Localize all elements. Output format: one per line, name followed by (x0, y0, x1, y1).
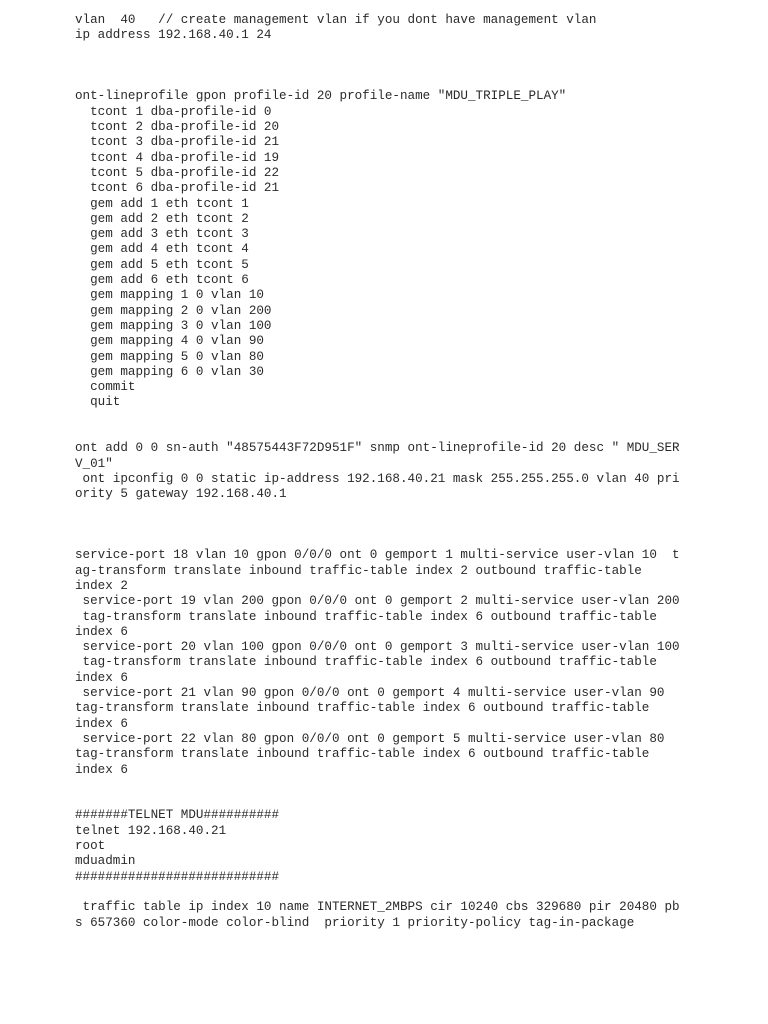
text-line (75, 44, 755, 59)
text-line: ont-lineprofile gpon profile-id 20 profile-name "MDU_TRIPLE_PLAY" (75, 89, 567, 104)
config-text-block (75, 13, 755, 931)
text-line: mduadmin (75, 854, 136, 869)
text-line: traffic table ip index 10 name INTERNET_2MBPS cir 10240 cbs 329680 pir 20480 pb (75, 900, 680, 915)
text-line: gem mapping 3 0 vlan 100 (75, 318, 272, 333)
text-line: gem add 6 eth tcont 6 (75, 273, 249, 288)
text-line: service-port 20 vlan 100 gpon 0/0/0 ont 0 gemport 3 multi-service user-vlan 100 (75, 640, 680, 655)
text-line: gem mapping 6 0 vlan 30 (75, 364, 264, 379)
text-line: ag-transform translate inbound traffic-table index 2 outbound traffic-table (75, 563, 642, 578)
text-line: gem add 4 eth tcont 4 (75, 242, 249, 257)
text-line: service-port 18 vlan 10 gpon 0/0/0 ont 0 gemport 1 multi-service user-vlan 10 t (75, 548, 680, 563)
text-line: #######TELNET MDU########## (75, 808, 280, 823)
text-line (75, 426, 755, 441)
text-line: index 6 (75, 762, 128, 777)
text-line: commit (75, 380, 136, 395)
text-line (75, 411, 755, 426)
text-line: tcont 6 dba-profile-id 21 (75, 181, 280, 196)
text-line (75, 518, 755, 533)
text-line: tcont 1 dba-profile-id 0 (75, 104, 272, 119)
text-line: service-port 19 vlan 200 gpon 0/0/0 ont 0 gemport 2 multi-service user-vlan 200 (75, 594, 680, 609)
text-line: gem add 3 eth tcont 3 (75, 227, 249, 242)
text-line: s 657360 color-mode color-blind priority 1 priority-policy tag-in-package (75, 915, 635, 930)
text-line (75, 533, 755, 548)
text-line: root (75, 839, 106, 854)
text-line: service-port 22 vlan 80 gpon 0/0/0 ont 0 gemport 5 multi-service user-vlan 80 (75, 731, 665, 746)
text-line: tcont 3 dba-profile-id 21 (75, 135, 280, 150)
text-line (75, 793, 755, 808)
text-line: gem add 2 eth tcont 2 (75, 211, 249, 226)
text-line: gem mapping 5 0 vlan 80 (75, 349, 264, 364)
text-line: ont ipconfig 0 0 static ip-address 192.168.40.21 mask 255.255.255.0 vlan 40 pri (75, 471, 680, 486)
text-line (75, 74, 755, 89)
text-line: telnet 192.168.40.21 (75, 823, 227, 838)
text-line: ########################### (75, 869, 280, 884)
text-line: ority 5 gateway 192.168.40.1 (75, 487, 287, 502)
text-line: tag-transform translate inbound traffic-table index 6 outbound traffic-table (75, 655, 657, 670)
text-line: index 6 (75, 670, 128, 685)
text-line: ip address 192.168.40.1 24 (75, 28, 272, 43)
text-line: gem mapping 2 0 vlan 200 (75, 303, 272, 318)
text-line: index 6 (75, 624, 128, 639)
text-line: gem add 1 eth tcont 1 (75, 196, 249, 211)
text-line: service-port 21 vlan 90 gpon 0/0/0 ont 0 gemport 4 multi-service user-vlan 90 (75, 686, 665, 701)
text-line (75, 503, 755, 518)
text-line: quit (75, 395, 121, 410)
text-line: gem add 5 eth tcont 5 (75, 257, 249, 272)
text-line: tcont 4 dba-profile-id 19 (75, 150, 280, 165)
text-line: V_01" (75, 456, 113, 471)
text-line: tag-transform translate inbound traffic-table index 6 outbound traffic-table (75, 747, 650, 762)
text-line: tag-transform translate inbound traffic-table index 6 outbound traffic-table (75, 609, 657, 624)
text-line: tcont 5 dba-profile-id 22 (75, 165, 280, 180)
text-line: vlan 40 // create management vlan if you dont have management vlan (75, 13, 597, 27)
text-line: tag-transform translate inbound traffic-table index 6 outbound traffic-table (75, 701, 650, 716)
text-line: ont add 0 0 sn-auth "48575443F72D951F" snmp ont-lineprofile-id 20 desc " MDU_SER (75, 441, 680, 456)
text-line: tcont 2 dba-profile-id 20 (75, 120, 280, 135)
text-line: index 6 (75, 716, 128, 731)
text-line: gem mapping 4 0 vlan 90 (75, 334, 264, 349)
text-line (75, 59, 755, 74)
text-line (75, 885, 755, 900)
text-line: gem mapping 1 0 vlan 10 (75, 288, 264, 303)
text-line: index 2 (75, 578, 128, 593)
text-line (75, 778, 755, 793)
